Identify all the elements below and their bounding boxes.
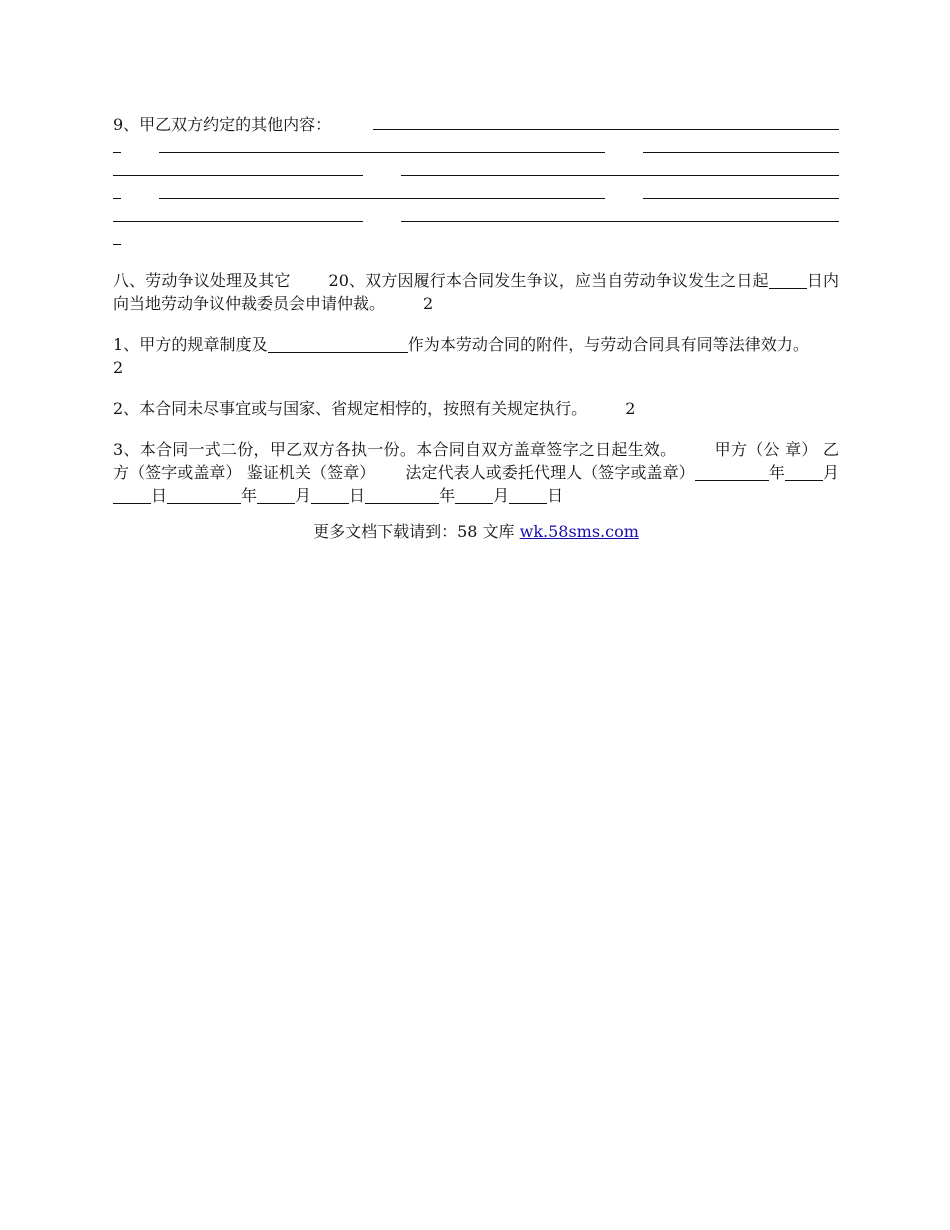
item-9-row-2 <box>113 136 839 159</box>
blank-line <box>643 139 839 153</box>
blank-line <box>373 116 839 130</box>
month-label: 月 <box>295 486 312 505</box>
page-number: 2 <box>113 358 124 377</box>
item-9-block <box>113 113 839 251</box>
item-1-text-1: 1、甲方的规章制度及 <box>113 335 268 354</box>
blank-line <box>113 208 363 222</box>
year-label: 年 <box>768 463 785 482</box>
blank-line <box>113 139 121 153</box>
blank-line <box>159 185 605 199</box>
day-label: 日 <box>349 486 366 505</box>
section-8-paragraph <box>113 269 839 315</box>
footer-link[interactable]: wk.58sms.com <box>519 522 639 541</box>
item-20-text-2: 日内向当地劳动争议仲裁委员会申请仲裁。 <box>113 271 839 313</box>
page-number: 2 <box>423 294 434 313</box>
blank-day <box>311 485 349 504</box>
item-9-row-1 <box>113 113 839 136</box>
section-8-heading: 八、劳动争议处理及其它 <box>113 271 291 290</box>
blank-month <box>785 462 823 481</box>
blank-year <box>365 485 439 504</box>
month-label: 月 <box>822 463 839 482</box>
blank-year <box>695 462 769 481</box>
blank-line <box>401 208 839 222</box>
item-3-text: 3、本合同一式二份，甲乙双方各执一份。本合同自双方盖章签字之日起生效。 <box>113 440 677 459</box>
blank-line <box>401 162 839 176</box>
blank-day <box>113 485 151 504</box>
item-9-label: 9、甲乙双方约定的其他内容： <box>113 115 332 134</box>
blank-month <box>257 485 295 504</box>
item-9-row-6 <box>113 228 839 251</box>
month-label: 月 <box>493 486 510 505</box>
blank-days <box>769 270 807 289</box>
item-9-row-3 <box>113 159 839 182</box>
representative-label: 法定代表人或委托代理人（签字或盖章） <box>405 463 695 482</box>
blank-month <box>455 485 493 504</box>
blank-line <box>113 185 121 199</box>
blank-line <box>643 185 839 199</box>
item-9-row-5 <box>113 205 839 228</box>
blank-attachment <box>268 334 408 353</box>
page-number: 2 <box>625 399 636 418</box>
year-label: 年 <box>241 486 258 505</box>
item-1-paragraph <box>113 333 839 379</box>
footer-prefix: 更多文档下载请到：58 文库 <box>313 522 520 541</box>
item-3-paragraph <box>113 438 839 507</box>
blank-day <box>509 485 547 504</box>
item-9-row-4 <box>113 182 839 205</box>
item-2-paragraph <box>113 397 839 420</box>
party-b-label: 乙方（签字或盖章） <box>113 440 839 482</box>
day-label: 日 <box>151 486 168 505</box>
year-label: 年 <box>439 486 456 505</box>
item-1-text-2: 作为本劳动合同的附件，与劳动合同具有同等法律效力。 <box>407 335 809 354</box>
blank-line <box>113 231 121 245</box>
blank-year <box>167 485 241 504</box>
day-label: 日 <box>547 486 564 505</box>
authority-label: 鉴证机关（签章） <box>246 463 376 482</box>
item-2-text: 2、本合同未尽事宜或与国家、省规定相悖的，按照有关规定执行。 <box>113 399 588 418</box>
party-a-label: 甲方（公 章） <box>714 440 818 459</box>
item-20-text-1: 20、双方因履行本合同发生争议，应当自劳动争议发生之日起 <box>328 271 769 290</box>
download-footer <box>113 520 839 543</box>
blank-line <box>113 162 363 176</box>
blank-line <box>159 139 605 153</box>
document-page <box>113 113 839 543</box>
